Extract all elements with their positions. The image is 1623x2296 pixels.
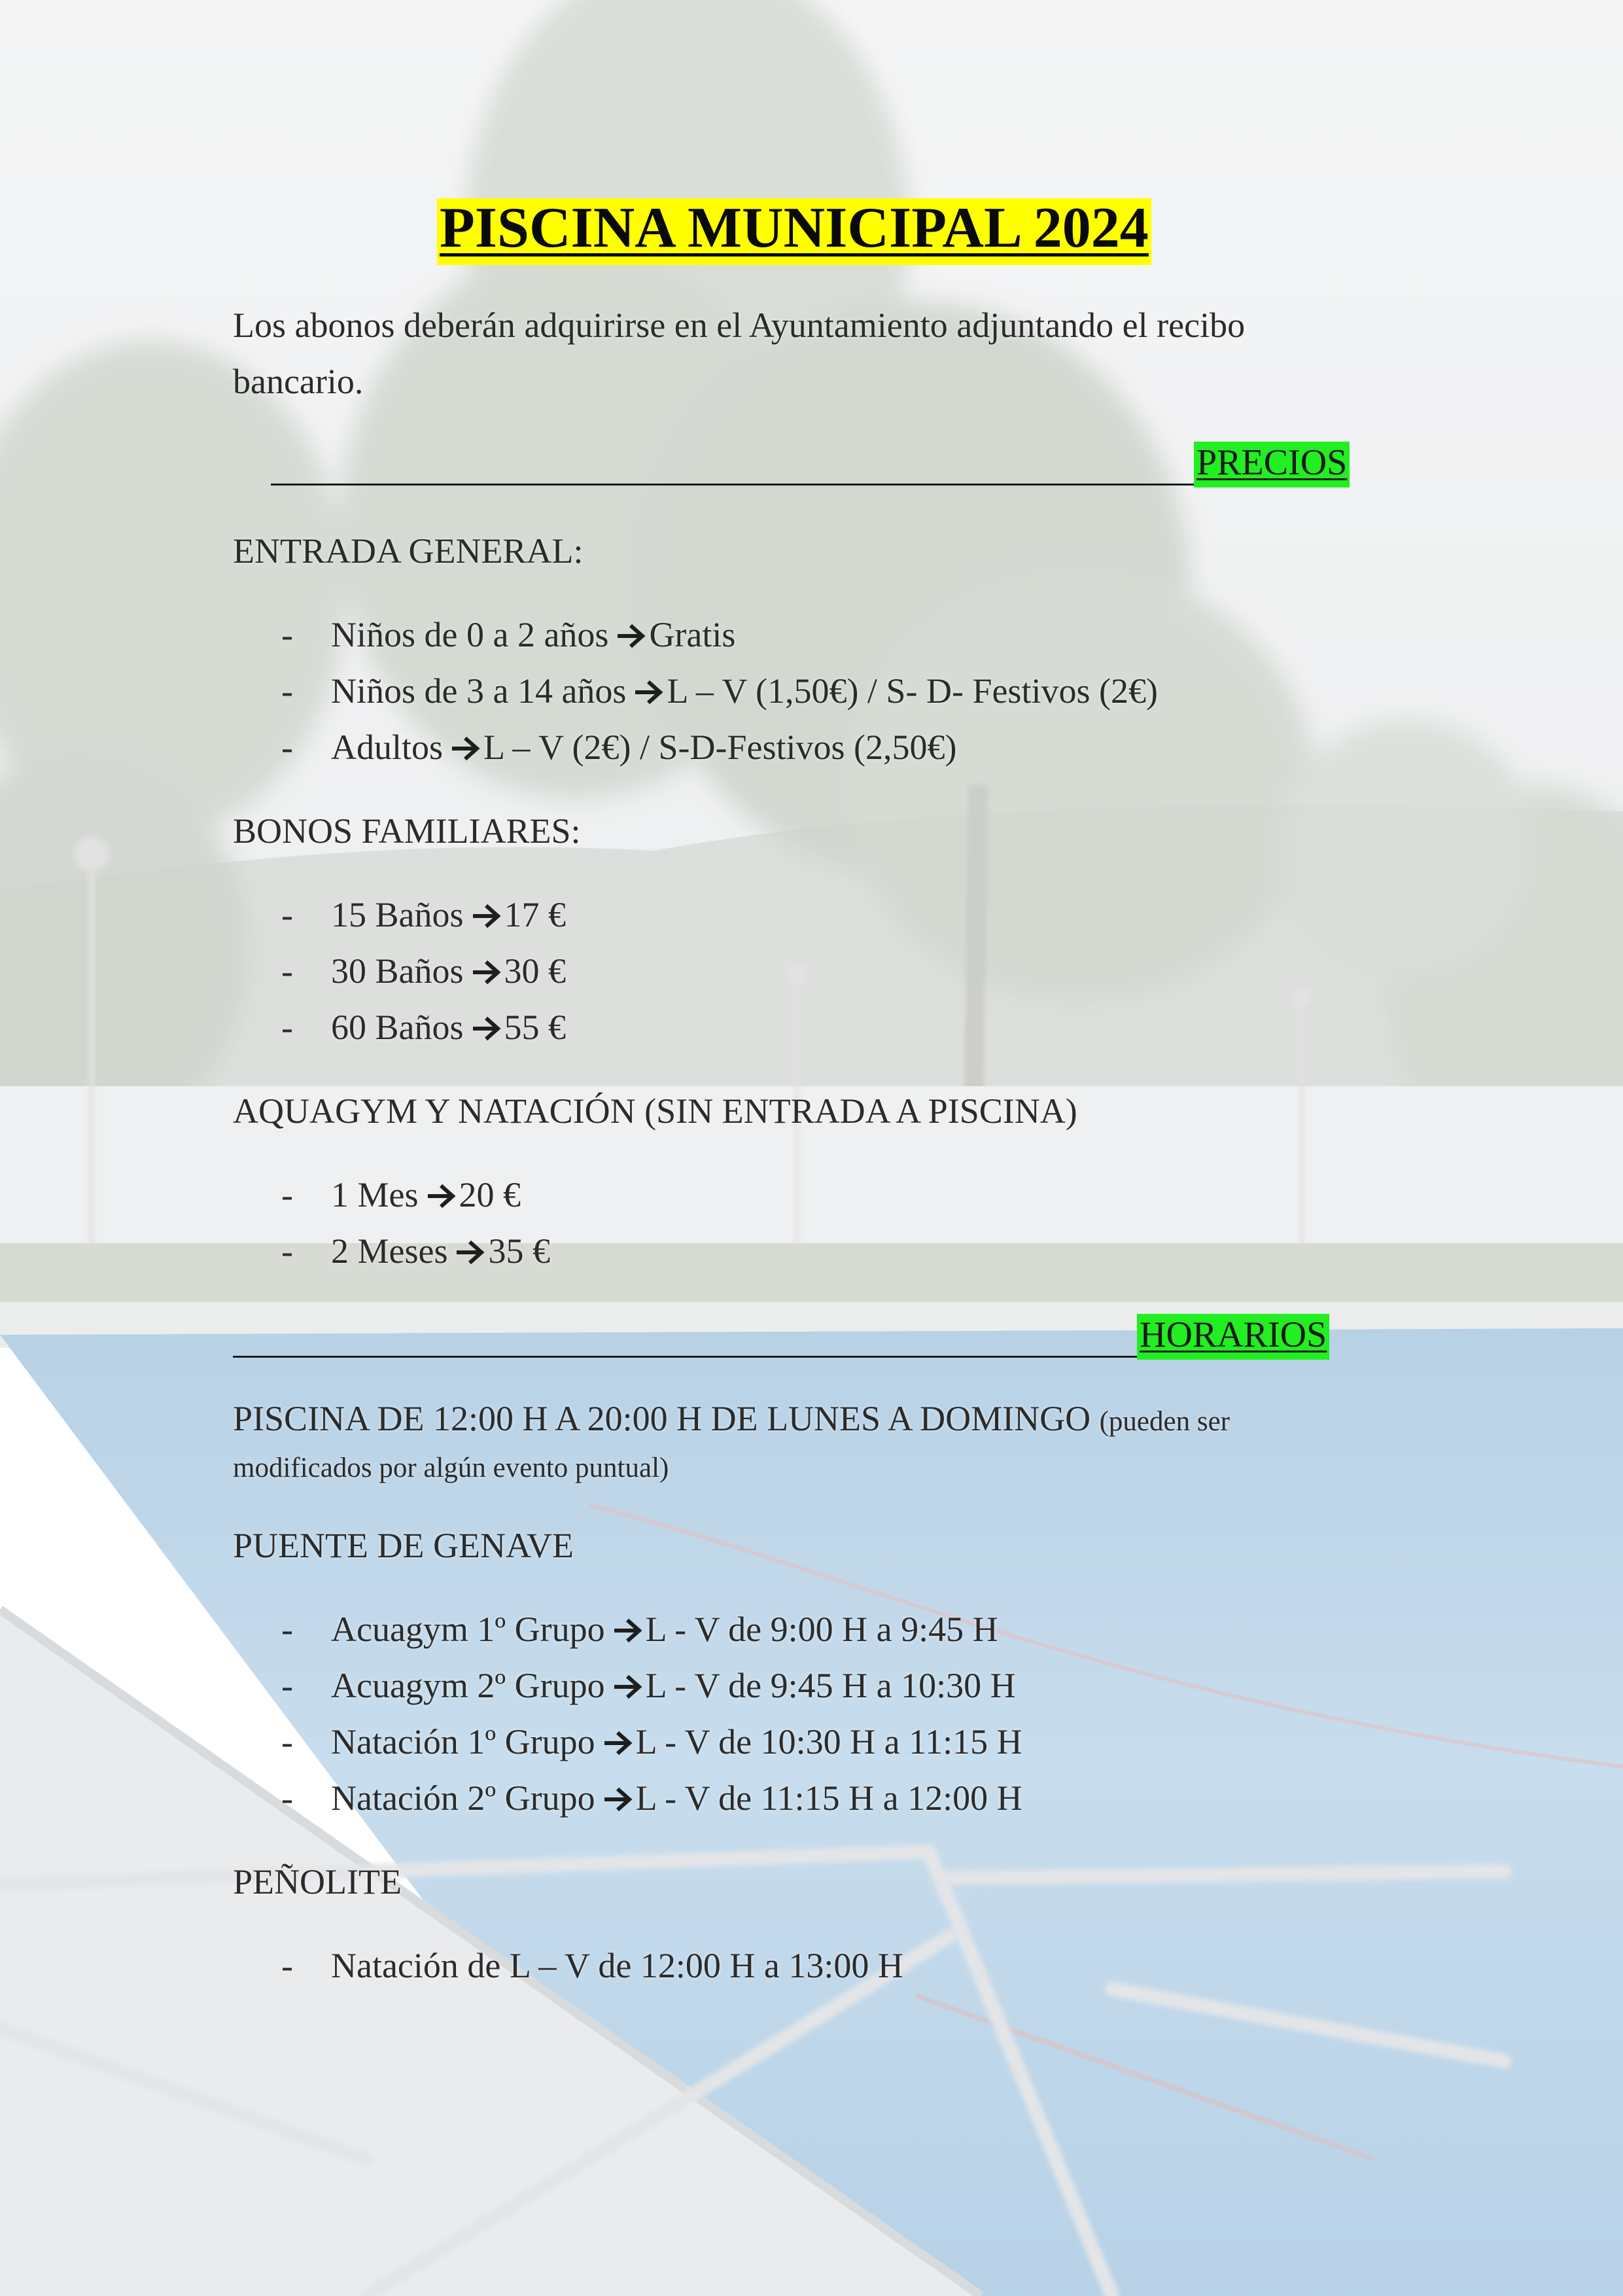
item-left: Natación 1º Grupo [331,1722,595,1761]
item-right: Gratis [649,615,736,654]
item-left: Acuagym 1º Grupo [331,1610,605,1649]
entrada-general-heading: ENTRADA GENERAL: [233,531,584,571]
horarios-rule [233,1356,1138,1358]
list-marker: - [281,671,293,711]
item-left: 1 Mes [331,1175,419,1214]
precios-rule [271,484,1196,486]
item-left: Acuagym 2º Grupo [331,1666,605,1705]
item-left: 60 Baños [331,1008,464,1047]
piscina-schedule-main: PISCINA DE 12:00 H A 20:00 H DE LUNES A DOMINGO [233,1399,1091,1438]
item-right: 20 € [459,1175,521,1214]
item-right: L - V de 11:15 H a 12:00 H [635,1778,1022,1818]
list-marker: - [281,895,293,934]
list-item [331,953,566,989]
list-item [331,1233,550,1269]
item-left: 30 Baños [331,951,464,991]
right-arrow-icon [634,679,664,705]
item-right: L – V (1,50€) / S- D- Festivos (2€) [667,671,1158,711]
list-item [331,673,1158,709]
list-marker: - [281,951,293,991]
item-right: L - V de 9:00 H a 9:45 H [645,1610,998,1649]
item-right: 30 € [504,951,566,991]
list-item [331,1668,1016,1703]
item-left: 15 Baños [331,895,464,934]
list-marker: - [281,1946,293,1985]
right-arrow-icon [427,1183,457,1209]
right-arrow-icon [613,1674,643,1700]
right-arrow-icon [451,735,481,762]
list-item [331,1780,1022,1816]
list-item [331,1177,521,1212]
right-arrow-icon [616,623,646,649]
page-title: PISCINA MUNICIPAL 2024 [437,198,1151,265]
list-marker: - [281,1666,293,1705]
list-item [331,1724,1022,1759]
aquagym-heading: AQUAGYM Y NATACIÓN (SIN ENTRADA A PISCINA) [233,1091,1077,1131]
right-arrow-icon [472,903,502,929]
list-marker: - [281,1008,293,1047]
list-marker: - [281,728,293,767]
list-item [331,1010,566,1045]
item-right: 55 € [504,1008,566,1047]
item-right: 35 € [488,1231,550,1271]
item-left: 2 Meses [331,1231,448,1271]
intro-line-1: Los abonos deberán adquirirse en el Ayuntamiento adjuntando el recibo [233,306,1246,345]
item-left: Niños de 3 a 14 años [331,671,627,711]
item-left: Niños de 0 a 2 años [331,615,609,654]
item-right: L - V de 10:30 H a 11:15 H [635,1722,1022,1761]
list-marker: - [281,1175,293,1214]
piscina-schedule-note-2: modificados por algún evento puntual) [233,1453,669,1483]
piscina-schedule-note: (pueden ser [1099,1406,1230,1437]
right-arrow-icon [472,959,502,985]
piscina-schedule [233,1401,1230,1436]
list-item [331,897,566,932]
bonos-familiares-heading: BONOS FAMILIARES: [233,811,581,851]
item-left: Natación 2º Grupo [331,1778,595,1818]
list-item: Natación de L – V de 12:00 H a 13:00 H [331,1946,903,1985]
list-marker: - [281,1722,293,1761]
horarios-label: HORARIOS [1137,1314,1329,1360]
list-item [331,617,735,652]
item-right: L – V (2€) / S-D-Festivos (2,50€) [483,728,957,767]
right-arrow-icon [613,1617,643,1644]
list-marker: - [281,1231,293,1271]
right-arrow-icon [472,1016,502,1042]
penolite-heading: PEÑOLITE [233,1862,402,1901]
item-right: 17 € [504,895,566,934]
right-arrow-icon [603,1730,633,1756]
list-marker: - [281,1778,293,1818]
item-left: Adultos [331,728,444,767]
intro-line-2: bancario. [233,362,364,401]
list-marker: - [281,1610,293,1649]
precios-label: PRECIOS [1194,442,1350,487]
item-right: L - V de 9:45 H a 10:30 H [645,1666,1016,1705]
list-marker: - [281,615,293,654]
list-item [331,1612,998,1647]
right-arrow-icon [455,1239,485,1265]
puente-de-genave-heading: PUENTE DE GENAVE [233,1526,574,1565]
list-item [331,730,957,765]
right-arrow-icon [603,1786,633,1812]
